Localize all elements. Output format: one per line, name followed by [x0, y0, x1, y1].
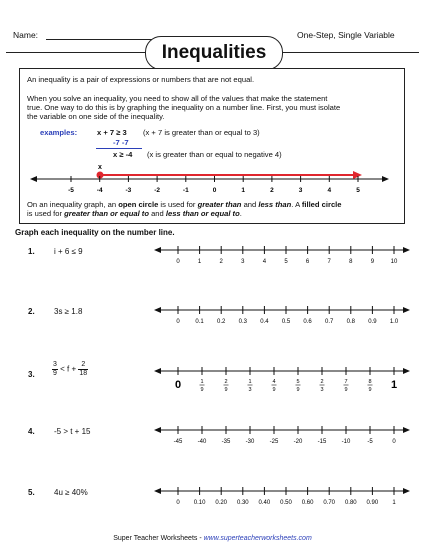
- number-line-left-arrow: [30, 176, 37, 182]
- number-line-tick-label: 0.60: [301, 500, 314, 506]
- number-line-tick-label: 6: [305, 259, 310, 265]
- number-line-tick-label: 3: [241, 259, 245, 265]
- number-line-tick-label: 1: [390, 379, 398, 391]
- example-tick-label: 5: [356, 187, 360, 194]
- fraction-denominator: 9: [53, 370, 57, 377]
- number-line-tick-label: 7: [327, 259, 331, 265]
- number-line-tick-label: 0.70: [323, 500, 336, 506]
- note-part: and: [241, 200, 259, 209]
- example-step1-note: (x + 7 is greater than or equal to 3): [143, 128, 260, 137]
- example-tick-label: 4: [327, 187, 332, 194]
- instructions: Graph each inequality on the number line.: [15, 228, 175, 237]
- number-line-tick-label: 0.7: [325, 319, 334, 325]
- problem-4-number: 4.: [28, 427, 35, 436]
- number-line-tick-label: -20: [293, 439, 303, 445]
- fraction: [78, 361, 88, 378]
- problem-3-number: 3.: [28, 370, 35, 379]
- problem-4-number-line[interactable]: [150, 420, 415, 448]
- number-line-tick-label: 4: [262, 259, 267, 265]
- number-line-tick-label: 0: [176, 319, 180, 325]
- fraction-numerator: 3: [53, 361, 57, 368]
- number-line-tick-label: 0.1: [195, 319, 204, 325]
- number-line-right-arrow: [403, 368, 410, 374]
- note-part: is used for: [158, 200, 198, 209]
- tick-fraction-numerator: 5: [296, 379, 300, 385]
- example-tick-label: -3: [125, 187, 132, 194]
- tick-fraction-numerator: 1: [248, 379, 252, 385]
- example-tick-label: 2: [270, 187, 274, 194]
- number-line-right-arrow: [403, 427, 410, 433]
- number-line-tick-label: 1: [392, 500, 396, 506]
- note-part: . A: [291, 200, 302, 209]
- problem-5-number-line[interactable]: [150, 481, 415, 509]
- number-line-tick-label: 9: [370, 259, 375, 265]
- footer-prefix: Super Teacher Worksheets -: [113, 535, 204, 542]
- tick-fraction-denominator: 9: [200, 387, 204, 393]
- intro-box: [19, 68, 405, 224]
- number-line-tick-label: 1.0: [389, 319, 399, 325]
- fraction: [52, 361, 58, 378]
- number-line-tick-label: 0.4: [260, 319, 269, 325]
- number-line-tick-label: 0.9: [368, 319, 377, 325]
- tick-fraction-numerator: 8: [368, 379, 372, 385]
- intro-para2-line2: true. One way to do this is by graphing the inequality on a number line. First, you must isolate: [27, 103, 341, 112]
- tick-fraction-denominator: 9: [344, 387, 348, 393]
- circle-note-line2: [27, 209, 242, 218]
- fraction-numerator: 2: [78, 361, 88, 370]
- number-line-tick-label: -25: [269, 439, 279, 445]
- number-line-tick-label: 0: [392, 439, 396, 445]
- circle-note-line1: [27, 200, 342, 209]
- number-line-tick-label: 5: [284, 259, 288, 265]
- example-tick-label: -1: [182, 187, 189, 194]
- footer-link[interactable]: www.superteacherworksheets.com: [203, 535, 312, 542]
- number-line-tick-label: 0.90: [366, 500, 379, 506]
- intro-para2-line1: When you solve an inequality, you need to show all of the values that make the statement: [27, 94, 328, 103]
- number-line-tick-label: 0.80: [344, 500, 357, 506]
- number-line-tick-label: -30: [245, 439, 255, 445]
- example-underline: [96, 148, 142, 149]
- number-line-tick-label: -5: [367, 439, 373, 445]
- problem-2-number-line[interactable]: [150, 300, 415, 328]
- example-step3: x ≥ -4: [113, 150, 133, 159]
- note-open-circle: open circle: [118, 200, 159, 209]
- number-line-tick-label: 0.5: [281, 319, 291, 325]
- number-line-tick-label: 0.8: [346, 319, 355, 325]
- number-line-left-arrow: [154, 307, 161, 313]
- number-line-tick-label: -15: [317, 439, 327, 445]
- problem-3-middle: < f +: [60, 364, 77, 374]
- problem-1-number-line[interactable]: [150, 240, 415, 268]
- number-line-tick-label: 0.6: [303, 319, 312, 325]
- note-less-equal: less than or equal to: [165, 209, 240, 218]
- example-step3-note: (x is greater than or equal to negative 4): [147, 150, 282, 159]
- example-tick-label: 3: [298, 187, 303, 194]
- note-greater-equal: greater than or equal to: [64, 209, 149, 218]
- number-line-tick-label: 10: [390, 259, 398, 265]
- tick-fraction-numerator: 4: [272, 379, 276, 385]
- footer: [0, 535, 425, 542]
- number-line-tick-label: 8: [349, 259, 353, 265]
- tick-fraction-denominator: 3: [320, 387, 324, 393]
- tick-fraction-denominator: 9: [272, 387, 276, 393]
- number-line-tick-label: -45: [173, 439, 183, 445]
- number-line-tick-label: 0: [176, 500, 180, 506]
- note-part: On an inequality graph, an: [27, 200, 119, 209]
- example-tick-label: 0: [212, 187, 217, 194]
- example-tick-label: 1: [241, 187, 246, 194]
- problem-3-number-line[interactable]: [150, 361, 415, 395]
- page-title: Inequalities: [145, 36, 283, 70]
- note-greater-than: greater than: [197, 200, 242, 209]
- number-line-tick-label: 0.50: [280, 500, 292, 506]
- tick-fraction-denominator: 9: [368, 387, 372, 393]
- number-line-left-arrow: [154, 427, 161, 433]
- number-line-tick-label: 0.40: [258, 500, 271, 506]
- number-line-left-arrow: [154, 368, 161, 374]
- tick-fraction-numerator: 1: [200, 379, 204, 385]
- problem-2-number: 2.: [28, 307, 35, 316]
- note-part: and: [148, 209, 166, 218]
- problem-5-inequality: 4u ≥ 40%: [54, 488, 88, 497]
- example-tick-label: -5: [68, 187, 74, 194]
- number-line-tick-label: 0.3: [238, 319, 247, 325]
- note-part: .: [239, 209, 242, 218]
- number-line-right-arrow: [403, 307, 410, 313]
- example-step2: -7 -7: [113, 138, 129, 147]
- number-line-right-arrow: [382, 176, 389, 182]
- fraction-denominator: 18: [79, 370, 88, 377]
- tick-fraction-denominator: 3: [248, 387, 252, 393]
- intro-para2-line3: the variable on one side of the inequality.: [27, 112, 165, 121]
- note-part: is used for: [27, 209, 65, 218]
- example-graph-var: x: [98, 164, 102, 171]
- number-line-tick-label: 0.20: [215, 500, 228, 506]
- intro-definition: An inequality is a pair of expressions or numbers that are not equal.: [27, 75, 255, 84]
- example-step1: x + 7 ≥ 3: [97, 128, 127, 137]
- problem-3-inequality: [52, 361, 88, 378]
- worksheet-type: One-Step, Single Variable: [297, 30, 395, 40]
- problem-1-inequality: i + 6 ≤ 9: [54, 247, 83, 256]
- tick-fraction-numerator: 2: [320, 379, 324, 385]
- examples-label: examples:: [40, 128, 78, 137]
- tick-fraction-denominator: 9: [296, 387, 300, 393]
- number-line-right-arrow: [403, 488, 410, 494]
- number-line-tick-label: -40: [197, 439, 207, 445]
- number-line-tick-label: 0.2: [217, 319, 226, 325]
- problem-5-number: 5.: [28, 488, 35, 497]
- problem-4-inequality: -5 > t + 15: [54, 427, 91, 436]
- name-label: Name:: [13, 30, 39, 40]
- problem-1-number: 1.: [28, 247, 35, 256]
- number-line-tick-label: 1: [197, 259, 202, 265]
- number-line-tick-label: 0.30: [236, 500, 249, 506]
- number-line-tick-label: 2: [219, 259, 223, 265]
- example-tick-label: -4: [96, 187, 103, 194]
- tick-fraction-denominator: 9: [224, 387, 228, 393]
- number-line-tick-label: 0: [176, 259, 180, 265]
- number-line-tick-label: -10: [341, 439, 351, 445]
- tick-fraction-numerator: 7: [344, 379, 348, 385]
- number-line-tick-label: 0: [174, 379, 182, 391]
- note-filled-circle: filled circle: [301, 200, 342, 209]
- example-tick-label: -2: [154, 187, 160, 194]
- problem-2-inequality: 3s ≥ 1.8: [54, 307, 83, 316]
- number-line-tick-label: 0.10: [193, 500, 206, 506]
- note-less-than: less than: [258, 200, 292, 209]
- example-number-line: [20, 161, 403, 197]
- number-line-right-arrow: [403, 247, 410, 253]
- number-line-tick-label: -35: [221, 439, 231, 445]
- number-line-left-arrow: [154, 247, 161, 253]
- number-line-left-arrow: [154, 488, 161, 494]
- tick-fraction-numerator: 2: [224, 379, 228, 385]
